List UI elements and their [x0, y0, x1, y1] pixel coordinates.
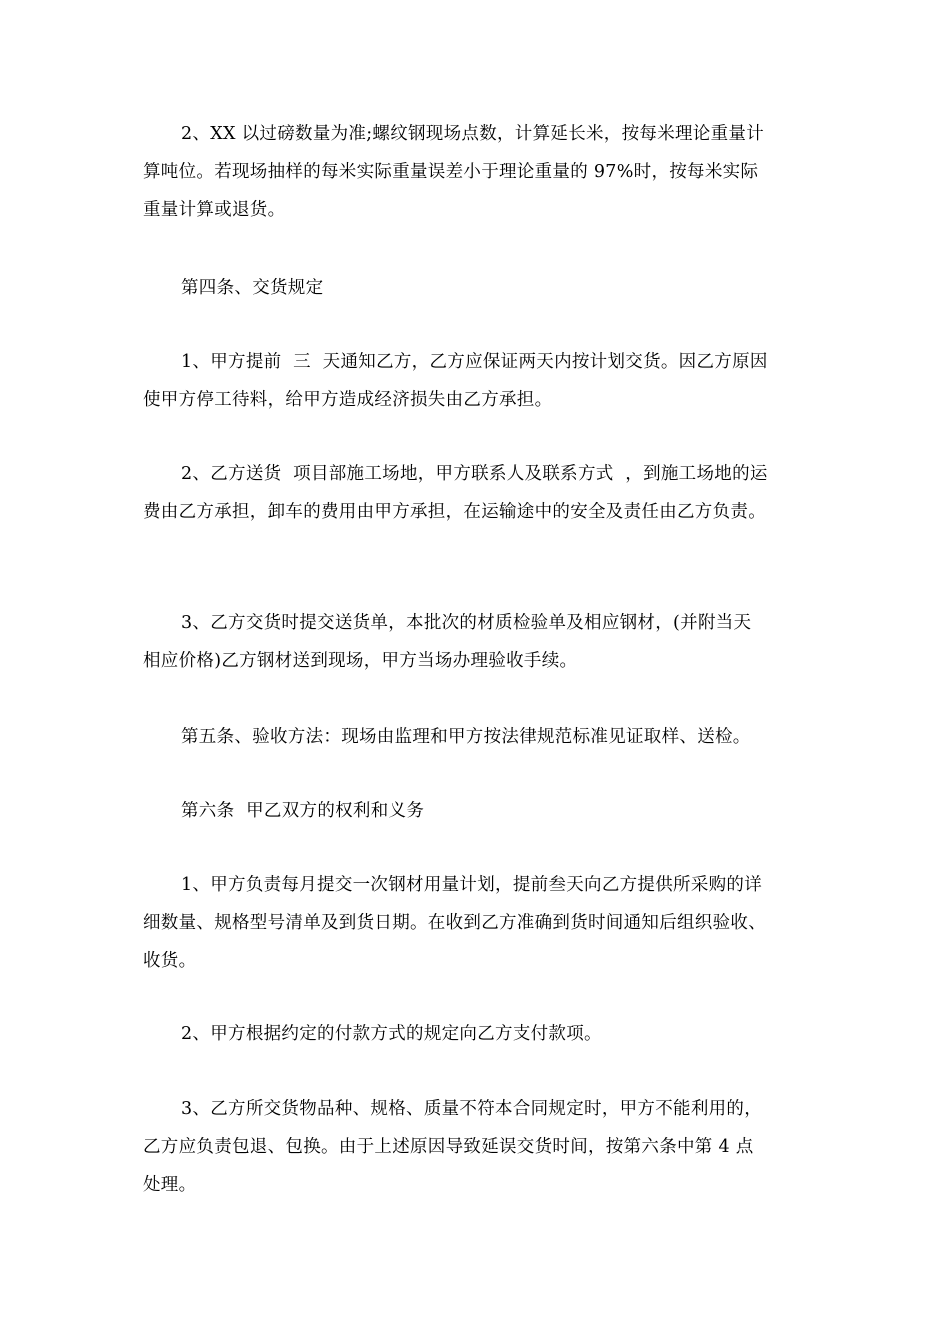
clause-4-item-3	[143, 604, 823, 680]
article-6-heading	[143, 792, 823, 830]
text-line: 细数量、规格型号清单及到货日期。在收到乙方准确到货时间通知后组织验收、	[143, 913, 766, 933]
clause-6-item-2	[143, 1015, 823, 1053]
text-line: 3、乙方所交货物品种、规格、质量不符本合同规定时，甲方不能利用的，	[181, 1099, 763, 1119]
text-line: 1、甲方提前 三 天通知乙方，乙方应保证两天内按计划交货。因乙方原因	[181, 352, 768, 372]
clause-6-item-1	[143, 866, 823, 980]
clause-6-item-3	[143, 1090, 823, 1204]
text-line: 2、甲方根据约定的付款方式的规定向乙方支付款项。	[181, 1024, 602, 1044]
clause-3-item-2	[143, 115, 823, 229]
text-line: 收货。	[143, 951, 197, 971]
text-line: 重量计算或退货。	[143, 200, 286, 220]
text-line: 2、乙方送货 项目部施工场地，甲方联系人及联系方式 ，到施工场地的运	[181, 464, 768, 484]
text-line: 第五条、验收方法：现场由监理和甲方按法律规范标准见证取样、送检。	[181, 727, 751, 747]
text-line: 费由乙方承担，卸车的费用由甲方承担，在运输途中的安全及责任由乙方负责。	[143, 502, 766, 522]
text-line: 第六条 甲乙双方的权利和义务	[181, 801, 425, 821]
text-line: 相应价格)乙方钢材送到现场，甲方当场办理验收手续。	[143, 651, 578, 671]
text-line: 乙方应负责包退、包换。由于上述原因导致延误交货时间，按第六条中第 4 点	[143, 1137, 754, 1157]
text-line: 使甲方停工待料，给甲方造成经济损失由乙方承担。	[143, 390, 553, 410]
text-line: 算吨位。若现场抽样的每米实际重量误差小于理论重量的 97%时，按每米实际	[143, 162, 759, 182]
clause-4-item-1	[143, 343, 823, 419]
text-line: 1、甲方负责每月提交一次钢材用量计划，提前叁天向乙方提供所采购的详	[181, 875, 763, 895]
text-line: 2、XX 以过磅数量为准;螺纹钢现场点数，计算延长米，按每米理论重量计	[181, 124, 765, 144]
article-4-heading	[143, 269, 823, 307]
text-line: 3、乙方交货时提交送货单，本批次的材质检验单及相应钢材，(并附当天	[181, 613, 752, 633]
text-line: 处理。	[143, 1175, 197, 1195]
article-5-heading	[143, 718, 823, 756]
text-line: 第四条、交货规定	[181, 278, 324, 298]
clause-4-item-2	[143, 455, 823, 531]
